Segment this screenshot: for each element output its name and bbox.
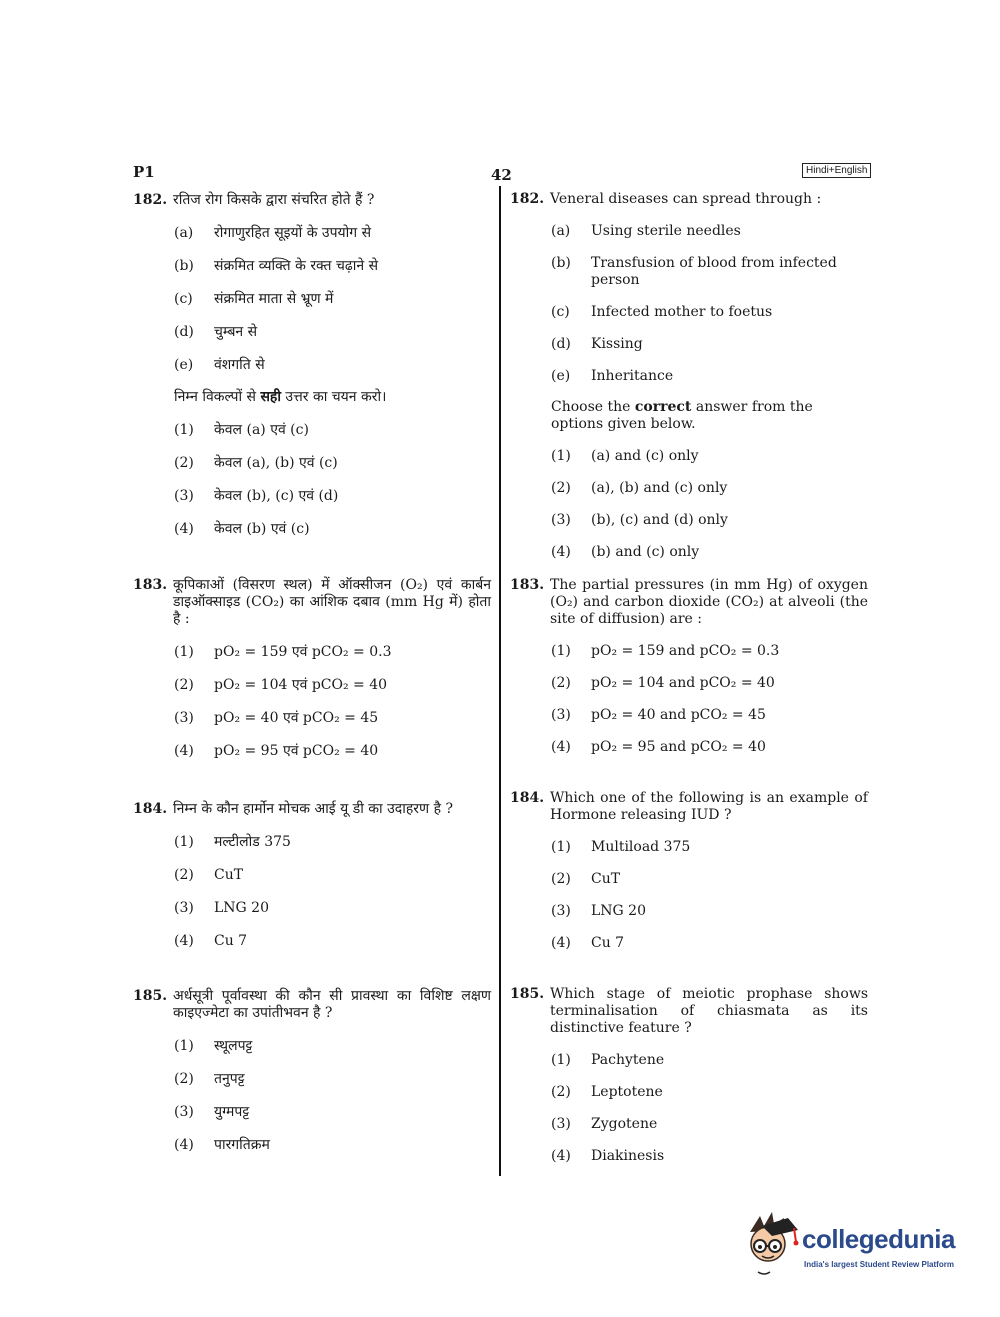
set-code: P1 <box>133 163 155 181</box>
instruction: निम्न विकल्पों से सही उत्तर का चयन करो। <box>174 389 387 405</box>
question-stem: निम्न के कौन हार्मोन मोचक आई यू डी का उदाहरण है ? <box>173 801 453 817</box>
answer-option[interactable]: (4) Diakinesis <box>551 1148 665 1164</box>
logo-tagline: India's largest Student Review Platform <box>804 1260 954 1269</box>
mascot-icon <box>742 1210 800 1280</box>
answer-option[interactable]: (2) CuT <box>551 871 621 887</box>
question-184-english <box>510 790 868 952</box>
answer-option[interactable]: (3) pO₂ = 40 and pCO₂ = 45 <box>551 707 766 723</box>
answer-option[interactable]: (2) CuT <box>174 867 244 883</box>
answer-option[interactable]: (4) केवल (b) एवं (c) <box>174 521 310 537</box>
answer-option[interactable]: (1) स्थूलपट्ट <box>174 1038 253 1054</box>
answer-option[interactable]: (1) pO₂ = 159 and pCO₂ = 0.3 <box>551 643 780 659</box>
statement-item: (a) रोगाणुरहित सूइयों के उपयोग से <box>174 225 372 241</box>
question-183-english <box>510 577 868 756</box>
question-182-english <box>510 191 868 561</box>
answer-option[interactable]: (3) pO₂ = 40 एवं pCO₂ = 45 <box>174 710 379 726</box>
statement-item: (b) Transfusion of blood from infected person <box>551 255 837 288</box>
column-divider <box>499 186 501 1176</box>
answer-option[interactable]: (2) तनुपट्ट <box>174 1071 245 1087</box>
page-number: 42 <box>491 166 512 184</box>
question-185-english <box>510 986 868 1165</box>
answer-option[interactable]: (1) मल्टीलोड 375 <box>174 834 291 850</box>
answer-option[interactable]: (3) Zygotene <box>551 1116 658 1132</box>
answer-option[interactable]: (1) pO₂ = 159 एवं pCO₂ = 0.3 <box>174 644 392 660</box>
question-184-hindi <box>133 801 491 950</box>
answer-option[interactable]: (4) पारगतिक्रम <box>174 1137 270 1153</box>
answer-option[interactable]: (2) pO₂ = 104 and pCO₂ = 40 <box>551 675 775 691</box>
statement-item: (e) Inheritance <box>551 368 674 384</box>
statement-item: (c) Infected mother to foetus <box>551 304 773 320</box>
statement-item: (d) चुम्बन से <box>174 324 258 340</box>
statement-item: (b) संक्रमित व्यक्ति के रक्त चढ़ाने से <box>174 258 379 274</box>
answer-option[interactable]: (4) pO₂ = 95 एवं pCO₂ = 40 <box>174 743 379 759</box>
answer-option[interactable]: (2) Leptotene <box>551 1084 663 1100</box>
language-badge: Hindi+English <box>802 163 871 178</box>
answer-option[interactable]: (3) केवल (b), (c) एवं (d) <box>174 488 339 504</box>
question-number: 182. <box>510 191 545 207</box>
answer-option[interactable]: (3) (b), (c) and (d) only <box>551 512 728 528</box>
question-number: 183. <box>133 577 168 593</box>
question-stem: The partial pressures (in mm Hg) of oxygen (O₂) and carbon dioxide (CO₂) at alveoli (the site of diffusion) are : <box>550 577 868 627</box>
answer-option[interactable]: (1) (a) and (c) only <box>551 448 699 464</box>
question-number: 183. <box>510 577 545 593</box>
answer-option[interactable]: (1) केवल (a) एवं (c) <box>174 422 309 438</box>
answer-option[interactable]: (4) (b) and (c) only <box>551 544 700 560</box>
answer-option[interactable]: (2) (a), (b) and (c) only <box>551 480 728 496</box>
question-number: 184. <box>510 790 545 806</box>
question-stem: Veneral diseases can spread through : <box>550 191 822 207</box>
instruction: Choose the correct answer from the options given below. <box>551 399 813 432</box>
statement-item: (c) संक्रमित माता से भ्रूण में <box>174 291 334 307</box>
question-stem: Which stage of meiotic prophase shows terminalisation of chiasmata as its distinctive feature ? <box>550 986 868 1036</box>
question-183-hindi <box>133 577 491 760</box>
answer-option[interactable]: (2) केवल (a), (b) एवं (c) <box>174 455 338 471</box>
question-number: 184. <box>133 801 168 817</box>
answer-option[interactable]: (4) Cu 7 <box>174 933 248 949</box>
question-stem: कूपिकाओं (विसरण स्थल) में ऑक्सीजन (O₂) एवं कार्बन डाइऑक्साइड (CO₂) का आंशिक दबाव (mm Hg में) होता है : <box>173 577 491 627</box>
question-stem: Which one of the following is an example of Hormone releasing IUD ? <box>550 790 868 823</box>
answer-option[interactable]: (1) Pachytene <box>551 1052 665 1068</box>
answer-option[interactable]: (4) Cu 7 <box>551 935 625 951</box>
question-number: 185. <box>510 986 545 1002</box>
question-number: 185. <box>133 988 168 1004</box>
statement-item: (a) Using sterile needles <box>551 223 741 239</box>
logo-wordmark: collegedunia <box>802 1224 955 1254</box>
answer-option[interactable]: (4) pO₂ = 95 and pCO₂ = 40 <box>551 739 766 755</box>
question-number: 182. <box>133 192 168 208</box>
answer-option[interactable]: (3) युग्मपट्ट <box>174 1104 250 1120</box>
question-185-hindi <box>133 988 491 1154</box>
answer-option[interactable]: (2) pO₂ = 104 एवं pCO₂ = 40 <box>174 677 388 693</box>
question-stem: रतिज रोग किसके द्वारा संचरित होते हैं ? <box>173 192 375 208</box>
answer-option[interactable]: (3) LNG 20 <box>174 900 269 916</box>
question-182-hindi <box>133 192 491 538</box>
answer-option[interactable]: (3) LNG 20 <box>551 903 646 919</box>
answer-option[interactable]: (1) Multiload 375 <box>551 839 691 855</box>
question-stem: अर्धसूत्री पूर्वावस्था की कौन सी प्रावस्था का विशिष्ट लक्षण काइएज्मेटा का उपांतीभवन है ? <box>173 988 491 1021</box>
collegedunia-logo[interactable] <box>742 1210 967 1285</box>
statement-item: (d) Kissing <box>551 336 643 352</box>
statement-item: (e) वंशगति से <box>174 357 265 373</box>
